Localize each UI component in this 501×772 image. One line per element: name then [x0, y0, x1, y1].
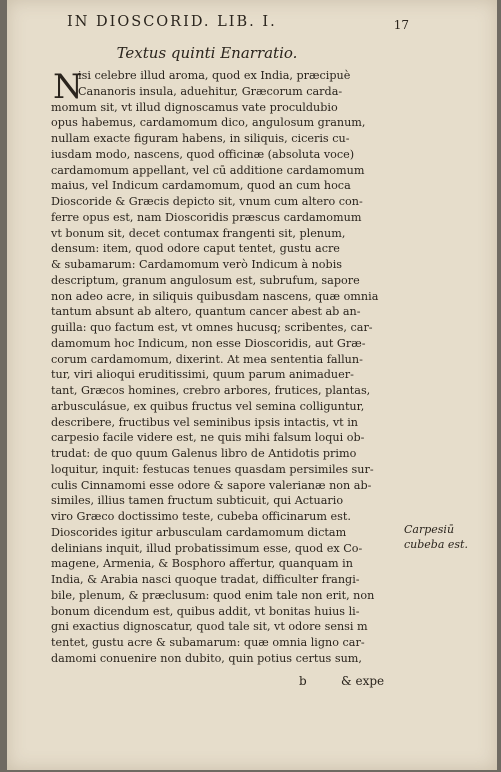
text-line: vt bonum sit, decet contumax frangenti sit, plenum, — [51, 226, 346, 240]
text-line: viro Græco doctissimo teste, cubeba officinarum est. — [51, 510, 351, 523]
text-line: corum cardamomum, dixerint. At mea sententia fallun- — [51, 352, 363, 366]
section-title: Textus quinti Enarratio. — [116, 44, 298, 62]
text-line: opus habemus, cardamomum dico, angulosum granum, — [51, 116, 366, 130]
margin-note-line: Carpesiū — [404, 523, 455, 536]
text-line: similes, illius tamen fructum subticuit, qui Actuario — [51, 494, 344, 508]
text-line: non adeo acre, in siliquis quibusdam nascens, quæ omnia — [51, 289, 379, 303]
text-line: tant, Græcos homines, crebro arbores, frutices, plantas, — [51, 384, 371, 397]
text-line: damomi conuenire non dubito, quin potius certus sum, — [51, 651, 362, 665]
text-line: describere, fructibus vel seminibus ipsis intactis, vt in — [51, 415, 359, 429]
text-line: isi celebre illud aroma, quod ex India, præcipuè — [78, 69, 351, 82]
text-line: damomum hoc Indicum, non esse Dioscoridis, aut Græ- — [51, 336, 366, 350]
text-line: descriptum, granum angulosum est, subrufum, sapore — [51, 273, 360, 287]
margin-note-line: cubeba est. — [404, 538, 468, 551]
text-line: loquitur, inquit: festucas tenues quasdam persimiles sur- — [51, 462, 374, 476]
body-text — [51, 68, 396, 667]
text-line: densum: item, quod odore caput tentet, gustu acre — [51, 242, 340, 256]
text-line: momum sit, vt illud dignoscamus vate proculdubio — [51, 100, 338, 114]
text-line: & subamarum: Cardamomum verò Indicum à nobis — [51, 258, 343, 271]
text-line: tantum absunt ab altero, quantum cancer abest ab an- — [51, 305, 361, 319]
text-line: cardamomum appellant, vel cū additione cardamomum — [51, 163, 365, 177]
text-line: guilla: quo factum est, vt omnes hucusq; scribentes, car- — [51, 321, 373, 334]
catchword: & expe — [341, 674, 385, 688]
text-line: bile, plenum, & præclusum: quod enim tale non erit, non — [51, 588, 375, 602]
text-line: trudat: de quo quum Galenus libro de Antidotis primo — [51, 447, 357, 460]
running-title: IN DIOSCORID. LIB. I. — [67, 14, 277, 30]
text-line: gni exactius dignoscatur, quod tale sit, vt odore sensi m — [51, 620, 368, 634]
text-line: ferre opus est, nam Dioscoridis præscus cardamomum — [51, 210, 362, 224]
text-line: tentet, gustu acre & subamarum: quæ omnia ligno car- — [51, 636, 365, 649]
text-line: Dioscoride & Græcis depicto sit, vnum cum altero con- — [51, 195, 363, 208]
text-line: carpesio facile videre est, ne quis mihi falsum loqui ob- — [51, 431, 365, 445]
text-line: Dioscorides igitur arbusculam cardamomum dictam — [51, 525, 347, 539]
text-line: tur, viri alioqui eruditissimi, quum parum animaduer- — [51, 368, 354, 382]
text-line: magene, Armenia, & Bosphoro affertur, quanquam in — [51, 557, 353, 571]
text-line: nullam exacte figuram habens, in siliquis, ciceris cu- — [51, 132, 350, 145]
drop-cap-initial: N — [53, 67, 83, 107]
text-line: culis Cinnamomi esse odore & sapore valerianæ non ab- — [51, 478, 372, 492]
margin-note — [404, 522, 468, 552]
text-line: Cananoris insula, aduehitur, Græcorum carda- — [78, 84, 343, 98]
text-line: bonum dicendum est, quibus addit, vt bonitas huius li- — [51, 604, 360, 618]
text-line: maius, vel Indicum cardamomum, quod an cum hoca — [51, 179, 351, 193]
book-page — [7, 0, 497, 770]
page-number: 17 — [393, 18, 409, 32]
text-line: arbusculásue, ex quibus fructus vel semina colliguntur, — [51, 399, 365, 413]
signature-mark: b — [299, 674, 307, 688]
text-line: iusdam modo, nascens, quod officinæ (absoluta voce) — [51, 147, 355, 161]
text-line: delinians inquit, illud probatissimum esse, quod ex Co- — [51, 541, 363, 555]
text-line: India, & Arabia nasci quoque tradat, difficulter frangi- — [51, 573, 360, 586]
